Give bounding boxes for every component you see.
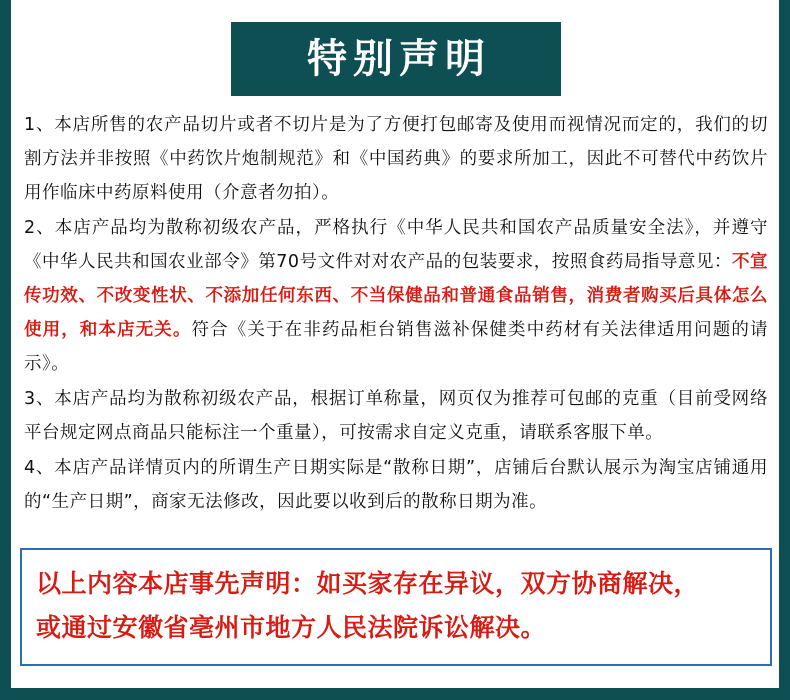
paragraph-3-text: 3、本店产品均为散称初级农产品，根据订单称量，网页仅为推荐可包邮的克重（目前受网络平台规定网点商品只能标注一个重量），可按需求自定义克重，请联系客服下单。	[24, 389, 768, 443]
title-banner	[231, 22, 561, 96]
legal-notice-box	[20, 548, 772, 666]
paragraph-2	[24, 211, 768, 381]
legal-notice-line-2: 或通过安徽省亳州市地方人民法院诉讼解决。	[36, 613, 547, 642]
paragraph-2-highlight: 不宣传功效、不改变性状、不添加任何东西、不当保健品和普通食品销售，消费者购买后具体怎么使用，和本店无关。	[24, 252, 769, 340]
paragraph-1	[24, 108, 768, 210]
left-accent-bar	[0, 0, 11, 700]
right-accent-bar	[779, 0, 790, 700]
paragraph-4	[24, 451, 768, 519]
paragraph-2-text-part1: 2、本店产品均为散称初级农产品，严格执行《中华人民共和国农产品质量安全法》，并遵守《中华人民共和国农业部令》第70号文件对对农产品的包装要求，按照食药局指导意见：	[24, 218, 768, 272]
page-title: 特别声明	[307, 35, 491, 82]
paragraph-1-text: 1、本店所售的农产品切片或者不切片是为了方便打包邮寄及使用而视情况而定的，我们的切割方法并非按照《中药饮片炮制规范》和《中国药典》的要求所加工，因此不可替代中药饮片用作临床中药原料使用（介意者勿拍）。	[24, 115, 768, 203]
declaration-body	[24, 108, 768, 520]
legal-notice-line-1: 以上内容本店事先声明：如买家存在异议，双方协商解决，	[36, 569, 700, 598]
paragraph-2-text-part2: 符合《关于在非药品柜台销售滋补保健类中药材有关法律适用问题的请示》。	[24, 320, 769, 374]
bottom-accent-bar	[0, 688, 790, 700]
paragraph-4-text: 4、本店产品详情页内的所谓生产日期实际是“散称日期”，店铺后台默认展示为淘宝店铺通用的“生产日期”，商家无法修改，因此要以收到后的散称日期为准。	[24, 458, 768, 512]
paragraph-3	[24, 382, 768, 450]
